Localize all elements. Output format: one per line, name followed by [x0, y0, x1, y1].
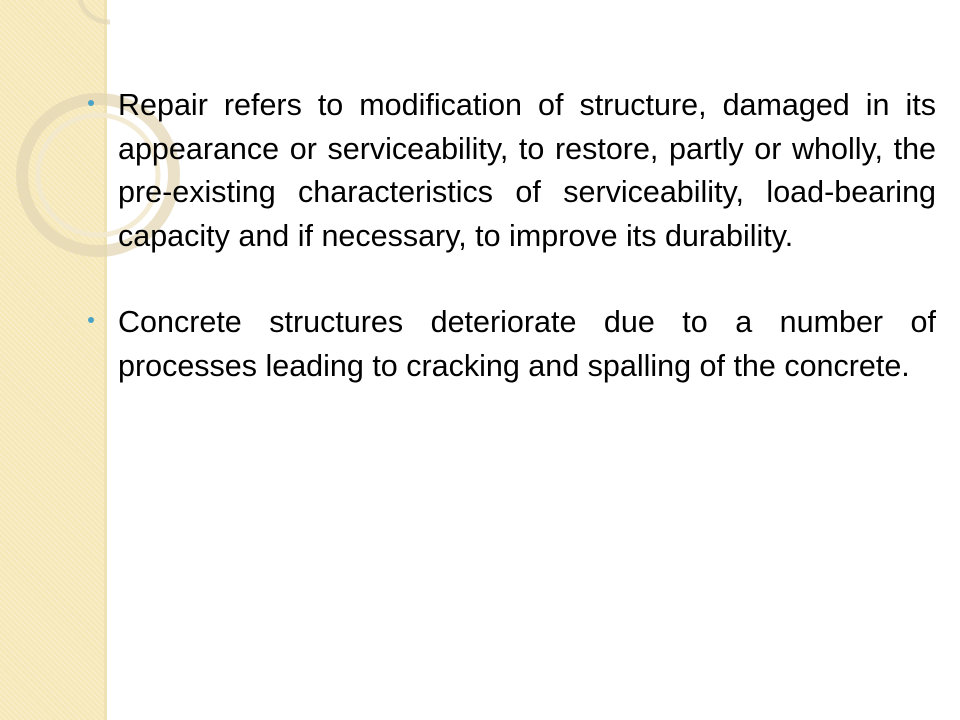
bullet-text-deterioration: Concrete structures deteriorate due to a number of processes leading to cracking and spalling of the concrete. [118, 305, 936, 383]
bullet-icon [88, 100, 94, 106]
list-item [88, 301, 936, 388]
bullet-icon [88, 317, 94, 323]
bullet-text-repair-definition: Repair refers to modification of structure, damaged in its appearance or serviceability, to restore, partly or wholly, the pre-existing characteristics of serviceability, load-bearing capacity and if necessary, to improve its durability. [118, 88, 936, 253]
bullet-list [88, 84, 936, 431]
list-item [88, 84, 936, 258]
